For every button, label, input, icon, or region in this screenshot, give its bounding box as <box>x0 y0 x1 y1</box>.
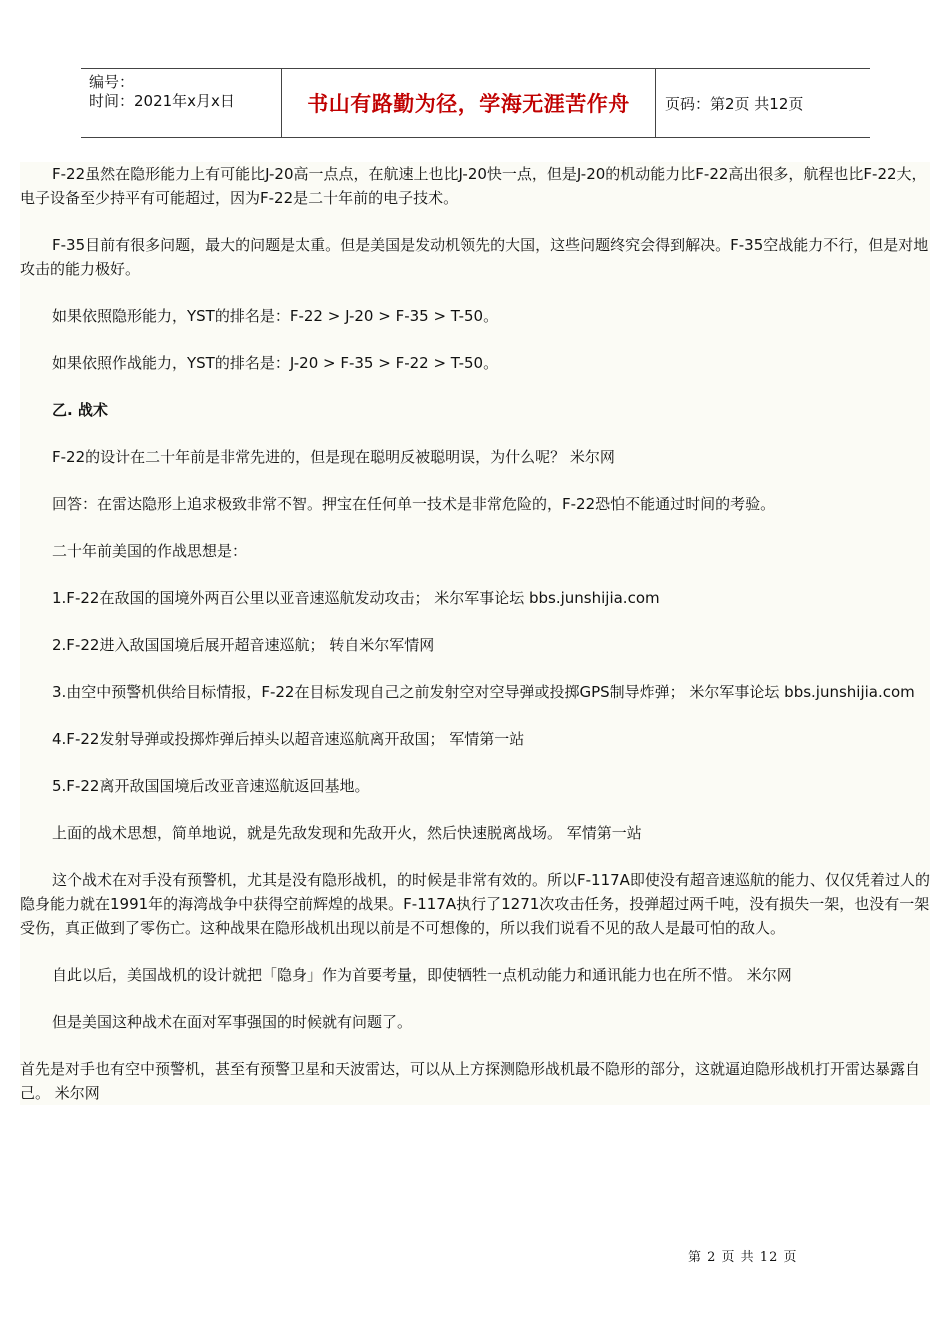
serial-label: 编号： <box>89 73 135 91</box>
paragraph: 上面的战术思想，简单地说，就是先敌发现和先敌开火，然后快速脱离战场。 军情第一站 <box>52 824 642 842</box>
paragraph: F-35目前有很多问题，最大的问题是太重。但是美国是发动机领先的大国，这些问题终究会得到解决。F-35空战能力不行，但是对地攻击的能力极好。 <box>20 236 929 278</box>
list-item: 3.由空中预警机供给目标情报，F-22在目标发现自己之前发射空对空导弹或投掷GPS制导炸弹； 米尔军事论坛 bbs.junshijia.com <box>52 683 915 701</box>
document-body <box>20 162 930 1105</box>
paragraph: 如果依照作战能力，YST的排名是：J-20 > F-35 > F-22 > T-50。 <box>52 354 499 372</box>
header-motto-cell <box>282 69 656 137</box>
paragraph: 但是美国这种战术在面对军事强国的时候就有问题了。 <box>52 1013 413 1031</box>
time-label: 时间：2021年x月x日 <box>89 92 235 110</box>
list-item: 5.F-22离开敌国国境后改亚音速巡航返回基地。 <box>52 777 370 795</box>
paragraph: F-22的设计在二十年前是非常先进的，但是现在聪明反被聪明误，为什么呢？ 米尔网 <box>52 448 615 466</box>
list-item: 1.F-22在敌国的国境外两百公里以亚音速巡航发动攻击； 米尔军事论坛 bbs.junshijia.com <box>52 589 660 607</box>
paragraph: 首先是对手也有空中预警机，甚至有预警卫星和天波雷达，可以从上方探测隐形战机最不隐形的部分，这就逼迫隐形战机打开雷达暴露自己。 米尔网 <box>20 1060 921 1102</box>
paragraph: 二十年前美国的作战思想是： <box>52 542 248 560</box>
page-label: 页码：第2页 共12页 <box>665 94 804 113</box>
paragraph: 这个战术在对手没有预警机，尤其是没有隐形战机，的时候是非常有效的。所以F-117A即使没有超音速巡航的能力、仅仅凭着过人的隐身能力就在1991年的海湾战争中获得空前辉煌的战果。F-117A执行了1271次攻击任务，投弹超过两千吨，没有损失一架，也没有一架受伤，真正做到了零伤亡。这种战果在隐形战机出现以前是不可想像的，所以我们说看不见的敌人是最可怕的敌人。 <box>20 871 930 937</box>
paragraph: 回答：在雷达隐形上追求极致非常不智。押宝在任何单一技术是非常危险的，F-22恐怕不能通过时间的考验。 <box>52 495 776 513</box>
paragraph: 如果依照隐形能力，YST的排名是：F-22 > J-20 > F-35 > T-50。 <box>52 307 499 325</box>
header-meta-cell <box>81 69 282 137</box>
header-page-cell <box>656 69 870 137</box>
motto-text: 书山有路勤为径，学海无涯苦作舟 <box>307 92 630 116</box>
paragraph: F-22虽然在隐形能力上有可能比J-20高一点点，在航速上也比J-20快一点，但是J-20的机动能力比F-22高出很多，航程也比F-22大，电子设备至少持平有可能超过，因为F-22是二十年前的电子技术。 <box>20 165 927 207</box>
page-footer: 第 2 页 共 12 页 <box>688 1250 798 1265</box>
list-item: 4.F-22发射导弹或投掷炸弹后掉头以超音速巡航离开敌国； 军情第一站 <box>52 730 525 748</box>
list-item: 2.F-22进入敌国国境后展开超音速巡航； 转自米尔军情网 <box>52 636 435 654</box>
section-heading: 乙. 战术 <box>52 401 108 419</box>
paragraph: 自此以后，美国战机的设计就把「隐身」作为首要考量，即使牺牲一点机动能力和通讯能力也在所不惜。 米尔网 <box>52 966 792 984</box>
header-table <box>81 68 870 138</box>
